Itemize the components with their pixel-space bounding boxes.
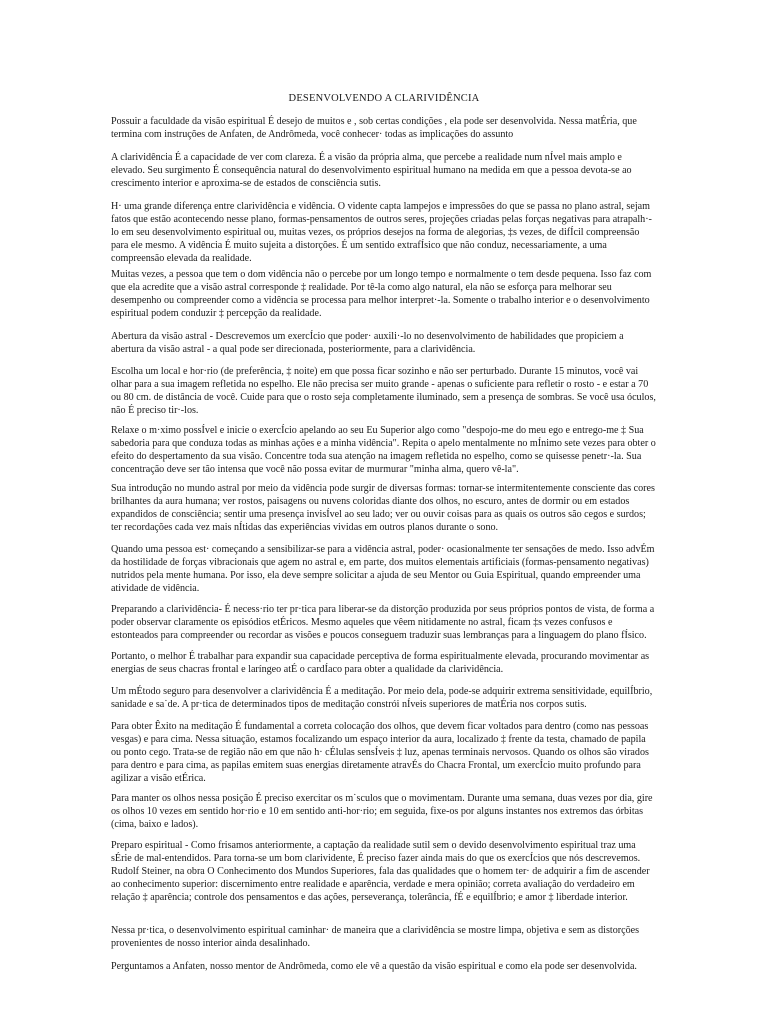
document-title: DESENVOLVENDO A CLARIVIDÊNCIA	[288, 93, 480, 104]
paragraph-pratica: Nessa pr·tica, o desenvolvimento espiritual caminhar· de maneira que a clarividência se mostre limpa, objetiva e sem as distorções provenientes de nosso interior ainda desalinhado.	[111, 925, 640, 949]
paragraph-meditacao: Um mÉtodo seguro para desenvolver a clarividência É a meditação. Por meio dela, pode-se adquirir extrema sensitividade, equilÍbrio, sanidade e sa˙de. A pr·tica de determinados tipos de meditação constrói nÍveis superiores de matÉria nos corpos sutis.	[111, 686, 653, 710]
paragraph-colocacao-olhos: Para obter Êxito na meditação É fundamental a correta colocação dos olhos, que devem ficar voltados para dentro (como nas pessoas vesgas) e para cima. Nessa situação, estamos focalizando um espaço interior da aura, localizado ‡ frente da testa, chamado de papila ou ponto cego. Trata-se de região não em que não h· cÉlulas sensÍveis ‡ luz, apenas terminais nervosos. Quando os olhos são virados para dentro e para cima, as papilas emitem suas energias diretamente atravÉs do Chacra Frontal, um exercÍcio muito profundo para agilizar a visão etÉrica.	[111, 721, 649, 784]
paragraph-dom-vidência: Muitas vezes, a pessoa que tem o dom vidência não o percebe por um longo tempo e normalmente o tem desde pequena. Isso faz com que ela acredite que a visão astral corresponde ‡ realidade. Por tê-la como algo natural, ela não se esforça para melhorar seu desempenho ou compreender como a vidência se processa para melhor interpret·-la. Somente o trabalho interior e o desenvolvimento espiritual podem conduzir ‡ percepção da realidade.	[111, 269, 652, 319]
paragraph-vidente-difference: H· uma grande diferença entre clarividência e vidência. O vidente capta lampejos e impressões do que se passa no plano astral, sejam fatos que estão acontecendo nesse plano, formas-pensamentos de outros seres, projeções criadas pelas forças negativas para atrapalh·-lo em seu desenvolvimento espiritual ou, muitas vezes, os próprios desejos na forma de alegorias, ‡s vezes, de difÍcil compreensão para ele mesmo. A vidência É muito sujeita a distorções. É um sentido extrafÍsico que não conduz, necessariamente, a uma compreensão elevada da realidade.	[111, 201, 652, 264]
paragraph-escolha-local: Escolha um local e hor·rio (de preferência, ‡ noite) em que possa ficar sozinho e não ser perturbado. Durante 15 minutos, você vai olhar para a sua imagem refletida no espelho. Ele não precisa ser muito grande - apenas o suficiente para refletir o rosto - e estar a 70 ou 80 cm. de distância de você. Cuide para que o rosto seja completamente iluminado, sem a presença de sombras. Se você usa óculos, não É preciso tir·-los.	[111, 366, 656, 416]
paragraph-anfaten: Perguntamos a Anfaten, nosso mentor de Andrômeda, como ele vê a questão da visão espiritual e como ela pode ser desenvolvida.	[111, 961, 637, 972]
paragraph-preparo-espiritual: Preparo espiritual - Como frisamos anteriormente, a captação da realidade sutil sem o devido desenvolvimento espiritual traz uma sÉrie de mal-entendidos. Para torna-se um bom clarividente, É preciso fazer ainda mais do que os exercÍcios que nós descrevemos. Rudolf Steiner, na obra O Conhecimento dos Mundos Superiores, fala das qualidades que o homem ter· de adquirir a fim de ascender ao conhecimento superior: discernimento entre realidade e aparência, verdade e mera opinião; correta avaliação do verdadeiro em relação ‡ aparência; controle dos pensamentos e das ações, perseverança, tolerância, fÉ e equilÍbrio; e amor ‡ liberdade interior.	[111, 840, 650, 903]
paragraph-sensacoes-medo: Quando uma pessoa est· começando a sensibilizar-se para a vidência astral, poder· ocasionalmente ter sensações de medo. Isso advÉm da hostilidade de forças vibracionais que agem no astral e, em parte, dos muitos elementais artificiais (formas-pensamento negativas) nutridos pela mente humana. Por isso, ela deve sempre solicitar a ajuda de seu Mentor ou Guia Espiritual, quando empreender uma atividade de vidência.	[111, 544, 655, 594]
paragraph-exercicio-olhos: Para manter os olhos nessa posição É preciso exercitar os m˙sculos que o movimentam. Durante uma semana, duas vezes por dia, gire os olhos 10 vezes em sentido hor·rio e 10 em sentido anti-hor·rio; em seguida, fixe-os por alguns instantes nos extremos das órbitas (cima, baixo e lados).	[111, 793, 653, 830]
paragraph-preparando-clarividencia: Preparando a clarividência- É necess·rio ter pr·tica para liberar-se da distorção produzida por seus próprios pontos de vista, de forma a poder observar claramente os episódios etÉricos. Mesmo aqueles que vêem nitidamente no astral, ficam ‡s vezes confusos e estonteados para compreender ou recordar as visões e poucos conseguem traduzir suas lembranças para a linguagem do plano fÍsico.	[111, 604, 655, 641]
paragraph-chacras: Portanto, o melhor É trabalhar para expandir sua capacidade perceptiva de forma espiritualmente elevada, procurando movimentar as energias de seus chacras frontal e laríngeo atÉ o cardÍaco para obter a qualidade da clarividência.	[111, 651, 650, 675]
paragraph-clarividencia-definition: A clarividência É a capacidade de ver com clareza. É a visão da própria alma, que percebe a realidade num nÍvel mais amplo e elevado. Seu surgimento É consequência natural do desenvolvimento espiritual humano na medida em que a pessoa devota-se ao crescimento interior e aproxima-se de estados de consciência sutis.	[111, 152, 632, 189]
paragraph-relaxe: Relaxe o m·ximo possÍvel e inicie o exercÍcio apelando ao seu Eu Superior algo como "despojo-me do meu ego e entrego-me ‡ Sua sabedoria para que conduza todas as minhas ações e a minha vidência". Repita o apelo mentalmente no mÍnimo sete vezes para obter o efeito do despertamento da sua visão. Concentre toda sua atenção na imagem refletida no espelho, como se quisesse penetr·-la. Sua concentração deve ser tão intensa que você não possa evitar de murmurar "minha alma, quero vê-la".	[111, 425, 656, 475]
paragraph-abertura-visao: Abertura da visão astral - Descrevemos um exercÍcio que poder· auxili·-lo no desenvolvimento de habilidades que propiciem a abertura da visão astral - a qual pode ser direcionada, posteriormente, para a clarividência.	[111, 331, 624, 355]
paragraph-intro: Possuir a faculdade da visão espiritual É desejo de muitos e , sob certas condições , ela pode ser desenvolvida. Nessa matÉria, que termina com instruções de Anfaten, de Andrômeda, você conhecer· todas as implicações do assunto	[111, 116, 637, 140]
paragraph-introducao-astral: Sua introdução no mundo astral por meio da vidência pode surgir de diversas formas: tornar-se intermitentemente consciente das cores brilhantes da aura humana; ver rostos, paisagens ou nuvens coloridas diante dos olhos, no escuro, antes de dormir ou em estados expandidos de consciência; sentir uma presença invisÍvel ao seu lado; ver ou ouvir coisas para as quais os outros são cegos e surdos; ter recordações cada vez mais nÍtidas das experiências vividas em outros planos durante o sono.	[111, 483, 655, 533]
